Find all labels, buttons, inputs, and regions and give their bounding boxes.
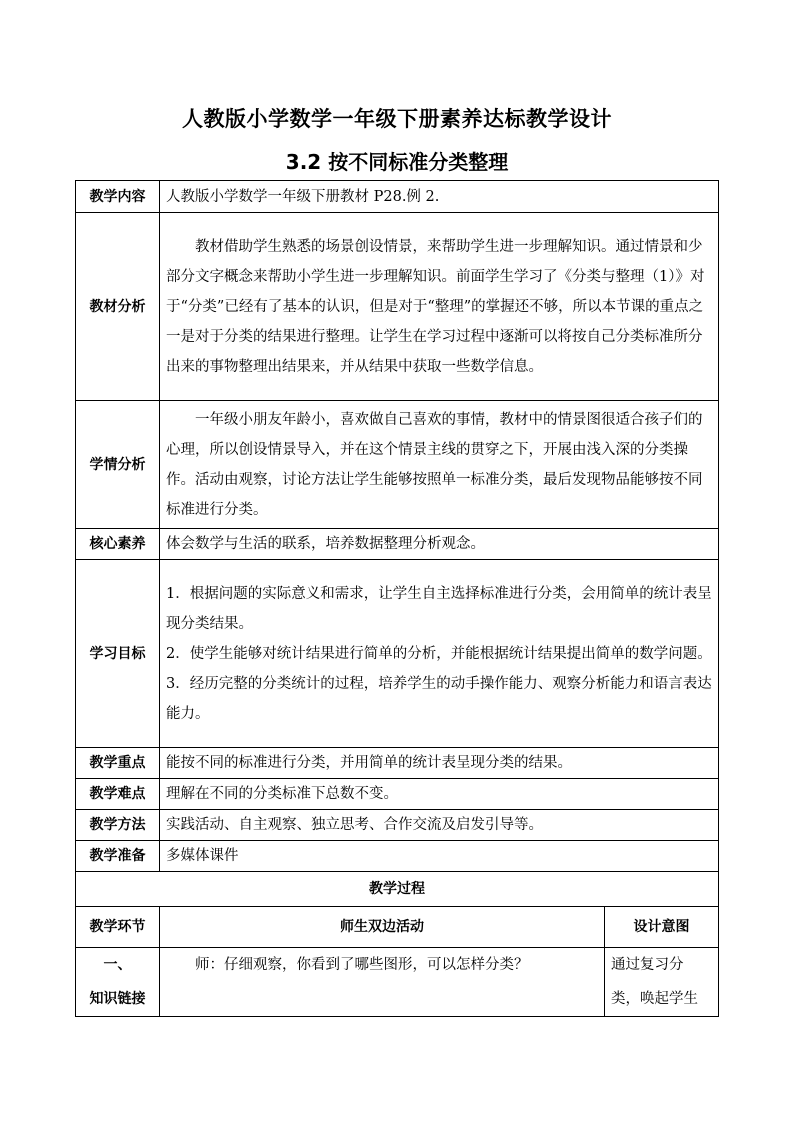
col-header-activity: 师生双边活动 [160,907,605,948]
label-difficulty: 教学难点 [76,779,160,810]
stage-1-number: 一、 [103,957,132,973]
row-learning-goals [76,560,719,748]
label-student-analysis: 学情分析 [76,401,160,529]
value-material-analysis: 教材借助学生熟悉的场景创设情景，来帮助学生进一步理解知识。通过情景和少部分文字概念来帮助小学生进一步理解知识。前面学生学习了《分类与整理（1）》对于“分类”已经有了基本的认识，但是对于“整理”的掌握还不够，所以本节课的重点之一是对于分类的结果进行整理。让学生在学习过程中逐渐可以将按自己分类标准所分出来的事物整理出结果来，并从结果中获取一些数学信息。 [166,238,705,375]
lesson-plan-table [75,180,719,1017]
label-core-literacy: 核心素养 [76,529,160,560]
value-key-point: 能按不同的标准进行分类，并用简单的统计表呈现分类的结果。 [160,748,719,779]
row-material-analysis [76,213,719,401]
goal-item: 3．经历完整的分类统计的过程，培养学生的动手操作能力、观察分析能力和语言表达能力。 [166,675,712,722]
value-student-analysis: 一年级小朋友年龄小，喜欢做自己喜欢的事情，教材中的情景图很适合孩子们的心理，所以创设情景导入，并在这个情景主线的贯穿之下，开展由浅入深的分类操作。活动由观察，讨论方法让学生能够按照单一标准分类，最后发现物品能够按不同标准进行分类。 [166,411,703,518]
lesson-title: 3.2 按不同标准分类整理 [285,150,509,174]
label-method: 教学方法 [76,810,160,841]
row-difficulty [76,779,719,810]
label-material-analysis: 教材分析 [76,213,160,401]
goal-item: 2．使学生能够对统计结果进行简单的分析，并能根据统计结果提出简单的数学问题。 [166,645,712,662]
value-method: 实践活动、自主观察、独立思考、合作交流及启发引导等。 [160,810,719,841]
label-preparation: 教学准备 [76,841,160,872]
stage-1-activity: 师：仔细观察，你看到了哪些图形，可以怎样分类？ [195,957,529,973]
stage-1-intent-line2: 类，唤起学生 [611,991,698,1007]
row-process-heading [76,872,719,907]
row-process-columns [76,907,719,948]
document-title: 人教版小学数学一年级下册素养达标教学设计 [182,107,612,131]
value-preparation: 多媒体课件 [160,841,719,872]
process-heading: 教学过程 [76,872,719,907]
row-method [76,810,719,841]
row-core-literacy [76,529,719,560]
row-content [76,181,719,213]
value-content: 人教版小学数学一年级下册教材 P28.例 2. [160,181,719,213]
col-header-stage: 教学环节 [76,907,160,948]
stage-1-name: 知识链接 [89,991,146,1007]
label-learning-goals: 学习目标 [76,560,160,748]
label-key-point: 教学重点 [76,748,160,779]
stage-1-cell [76,948,160,1017]
row-student-analysis [76,401,719,529]
label-content: 教学内容 [76,181,160,213]
goal-item: 1．根据问题的实际意义和需求，让学生自主选择标准进行分类，会用简单的统计表呈现分类结果。 [166,585,712,632]
value-core-literacy: 体会数学与生活的联系，培养数据整理分析观念。 [160,529,719,560]
row-preparation [76,841,719,872]
stage-1-intent-line1: 通过复习分 [611,957,684,973]
row-stage-1 [76,948,719,1017]
row-key-point [76,748,719,779]
value-difficulty: 理解在不同的分类标准下总数不变。 [160,779,719,810]
col-header-intent: 设计意图 [605,907,719,948]
